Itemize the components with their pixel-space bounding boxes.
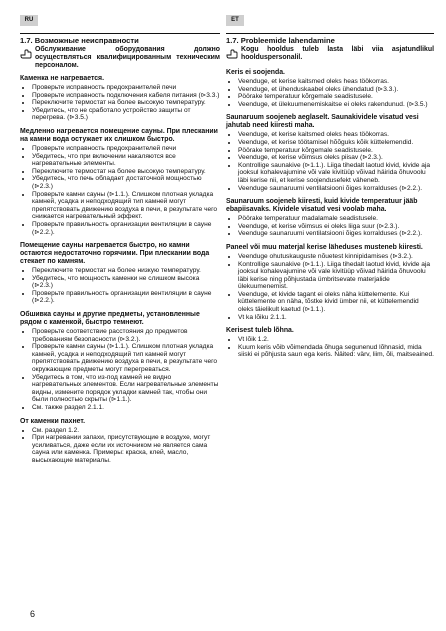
solution-item: • Vt lõik 1.2. xyxy=(238,336,434,344)
problem-block xyxy=(20,75,220,122)
problem-block xyxy=(226,244,434,321)
problem-block xyxy=(226,198,434,238)
solution-item: • Убедитесь, что мощность каменки не слишком высока (⊳2.3.) xyxy=(32,275,220,290)
problem-block xyxy=(20,128,220,236)
solution-item: • Проверьте правильность организации вентиляции в сауне (⊳2.2.). xyxy=(32,221,220,236)
solution-item: • Проверьте камни сауны (⊳1.1.). Слишком плотная укладка камней, усадка и неподходящий тип камней могут препятствовать движению воздуха в печи, в результате чего окружающие предметы могут перегреваться. xyxy=(32,343,220,373)
solution-list xyxy=(226,215,434,238)
warning-box xyxy=(226,46,434,64)
problem-block xyxy=(20,418,220,465)
solution-item: • Убедитесь, что не сработало устройство защиты от перегрева. (⊳3.5.) xyxy=(32,107,220,122)
solution-item: • Veenduge, et kerise töötamisel hõõguks kõik küttelemendid. xyxy=(238,139,434,147)
solution-list xyxy=(226,78,434,108)
language-tag-ru: RU xyxy=(20,15,38,26)
solution-item: • Veenduge, et kerise kaitsmed oleks heas töökorras. xyxy=(238,78,434,86)
problem-heading: Keris ei soojenda. xyxy=(226,69,285,76)
solution-item: • Veenduge ohutuskauguste nõuetest kinnipidamises (⊳3.2.). xyxy=(238,253,434,261)
troubleshooting-list xyxy=(226,69,434,359)
section-title: 1.7. Probleemide lahendamine xyxy=(226,36,335,45)
problem-block xyxy=(226,327,434,359)
solution-item: • Pöörake temperatuur kõrgemale seadistusele. xyxy=(238,93,434,101)
solution-item: • Переключите термостат на более низкую температуру. xyxy=(32,267,220,275)
solution-item: • Проверьте исправность подключения кабеля питания (⊳3.3.) xyxy=(32,92,220,100)
section-title: 1.7. Возможные неисправности xyxy=(20,36,139,45)
column-estonian xyxy=(226,33,434,365)
problem-block xyxy=(226,69,434,108)
section-rule xyxy=(226,33,434,34)
warning-text: Обслуживание оборудования должно осуществляться квалифицированным техническим персоналом. xyxy=(35,46,220,69)
warning-box xyxy=(20,46,220,70)
solution-list xyxy=(226,253,434,321)
problem-heading: Saunaruum soojeneb kiiresti, kuid kivide temperatuur jääb ebapiisavaks. Kividele visatud vesi voolab maha. xyxy=(226,198,418,214)
solution-item: • Veenduge, et kivide tagant ei oleks näha küttelemente. Kui küttelemente on näha, tõstke kivid ümber nii, et küttelemendid oleks täielikult kaetud (⊳1.1.). xyxy=(238,291,434,314)
solution-item: • Переключите термостат на более высокую температуру. xyxy=(32,168,220,176)
solution-item: • Pöörake temperatuur kõrgemale seadistusele. xyxy=(238,147,434,155)
solution-item: • Убедитесь, что печь обладает достаточной мощностью (⊳2.3.) xyxy=(32,175,220,190)
warning-text: Kogu hooldus tuleb lasta läbi viia asjatundlikul hoolduspersonalil. xyxy=(241,46,434,61)
solution-list xyxy=(20,427,220,465)
problem-heading: Kerisest tuleb lõhna. xyxy=(226,327,294,335)
section-rule xyxy=(20,33,220,34)
solution-list xyxy=(226,131,434,192)
column-russian xyxy=(20,33,220,471)
problem-heading: Paneel või muu materjal kerise läheduses musteneb kiiresti. xyxy=(226,243,423,251)
solution-item: • Проверьте соответствие расстояния до предметов требованиям безопасности (⊳3.2.). xyxy=(32,328,220,343)
problem-heading: Обшивка сауны и другие предметы, установленные рядом с каменкой, быстро темнеют. xyxy=(20,311,200,327)
warning-hand-icon xyxy=(226,46,238,64)
problem-block xyxy=(20,311,220,412)
solution-item: • Veenduge, et ülekuumenemiskaitse ei oleks rakendunud. (⊳3.5.) xyxy=(238,101,434,109)
solution-item: • Veenduge, et kerise kaitsmed oleks heas töökorras. xyxy=(238,131,434,139)
solution-item: • Переключите термостат на более высокую температуру. xyxy=(32,99,220,107)
page-number: 6 xyxy=(30,609,36,619)
solution-item: • Kontrollige saunakive (⊳1.1.). Liiga tihedalt laotud kivid, kivide aja jooksul kohalevajumine või vale kivitüüp võivad häirida õhuvoolu läbi kerise ning põhjustada ümbritsevate materjalide ülekuumenemist. xyxy=(238,261,434,291)
problem-heading: Помещение сауны нагревается быстро, но камни остаются недостаточно горячими. При плескании вода стекает по камням. xyxy=(20,242,210,266)
solution-item: • Убедитесь, что при включении накаляются все нагревательные элементы. xyxy=(32,153,220,168)
problem-block xyxy=(226,114,434,192)
solution-item: • Проверьте правильность организации вентиляции в сауне (⊳2.2.). xyxy=(32,290,220,305)
solution-item: • Veenduge, et ühenduskaabel oleks ühendatud (⊳3.3.). xyxy=(238,86,434,94)
solution-item: • Проверьте камни сауны (⊳1.1.). Слишком плотная укладка камней, усадка и неподходящий тип камней могут препятствовать движению воздуха в печи, в результате чего снижается нагревательный эффект. xyxy=(32,191,220,221)
solution-list xyxy=(20,267,220,305)
solution-item: • Veenduge, et kerise võimsus ei oleks liiga suur (⊳2.3.). xyxy=(238,223,434,231)
solution-item: • Veenduge, et kerise võimsus oleks piisav (⊳2.3.). xyxy=(238,154,434,162)
solution-list xyxy=(20,84,220,122)
solution-item: • См. также раздел 2.1.1. xyxy=(32,404,220,412)
solution-item: • Убедитесь в том, что из-под камней не видно нагревательных элементов. Если нагревательные элементы видны, измените порядок укладки камней так, чтобы они были полностью скрыты (⊳1.1.). xyxy=(32,374,220,404)
warning-hand-icon xyxy=(20,46,32,70)
solution-list xyxy=(20,145,220,236)
solution-item: • Veenduge saunaruumi ventilatsiooni õiges korralduses (⊳2.2.). xyxy=(238,185,434,193)
problem-block xyxy=(20,242,220,305)
troubleshooting-list xyxy=(20,75,220,465)
solution-item: • Veenduge saunaruumi ventilatsiooni õiges korralduses (⊳2.2.). xyxy=(238,230,434,238)
solution-item: • Pöörake temperatuur madalamale seadistusele. xyxy=(238,215,434,223)
problem-heading: Медленно нагревается помещение сауны. При плескании на камни вода остужает их слишком быстро. xyxy=(20,127,218,143)
problem-heading: От каменки пахнет. xyxy=(20,417,86,425)
solution-item: • Проверьте исправность предохранителей печи xyxy=(32,145,220,153)
problem-heading: Saunaruum soojeneb aeglaselt. Saunakividele visatud vesi jahutab need kiiresti maha. xyxy=(226,114,419,130)
solution-item: • Kuum keris võib võimendada õhuga segunenud lõhnasid, mida siiski ei põhjusta saun ega keris. Näited: värv, liim, õli, maitseained. xyxy=(238,344,434,359)
solution-list xyxy=(20,328,220,412)
solution-item: • Vt ka lõiku 2.1.1. xyxy=(238,314,434,322)
solution-item: • Проверьте исправность предохранителей печи xyxy=(32,84,220,92)
problem-heading: Каменка не нагревается. xyxy=(20,75,104,82)
solution-item: • Kontrollige saunakive (⊳1.1.). Liiga tihedalt laotud kivid, kivide aja jooksul kohalevajumine või vale kivitüüp võivad häirida õhuvoolu läbi kerise nii, et kerise soojendusefekt väheneb. xyxy=(238,162,434,185)
solution-item: • См. раздел 1.2. xyxy=(32,427,220,435)
solution-list xyxy=(226,336,434,359)
solution-item: • При нагревании запахи, присутствующие в воздухе, могут усиливаться, даже если их источником не является сама сауна или каменка. Примеры: краска, клей, масло, высыхающие материалы. xyxy=(32,434,220,464)
language-tag-et: ET xyxy=(226,15,244,26)
